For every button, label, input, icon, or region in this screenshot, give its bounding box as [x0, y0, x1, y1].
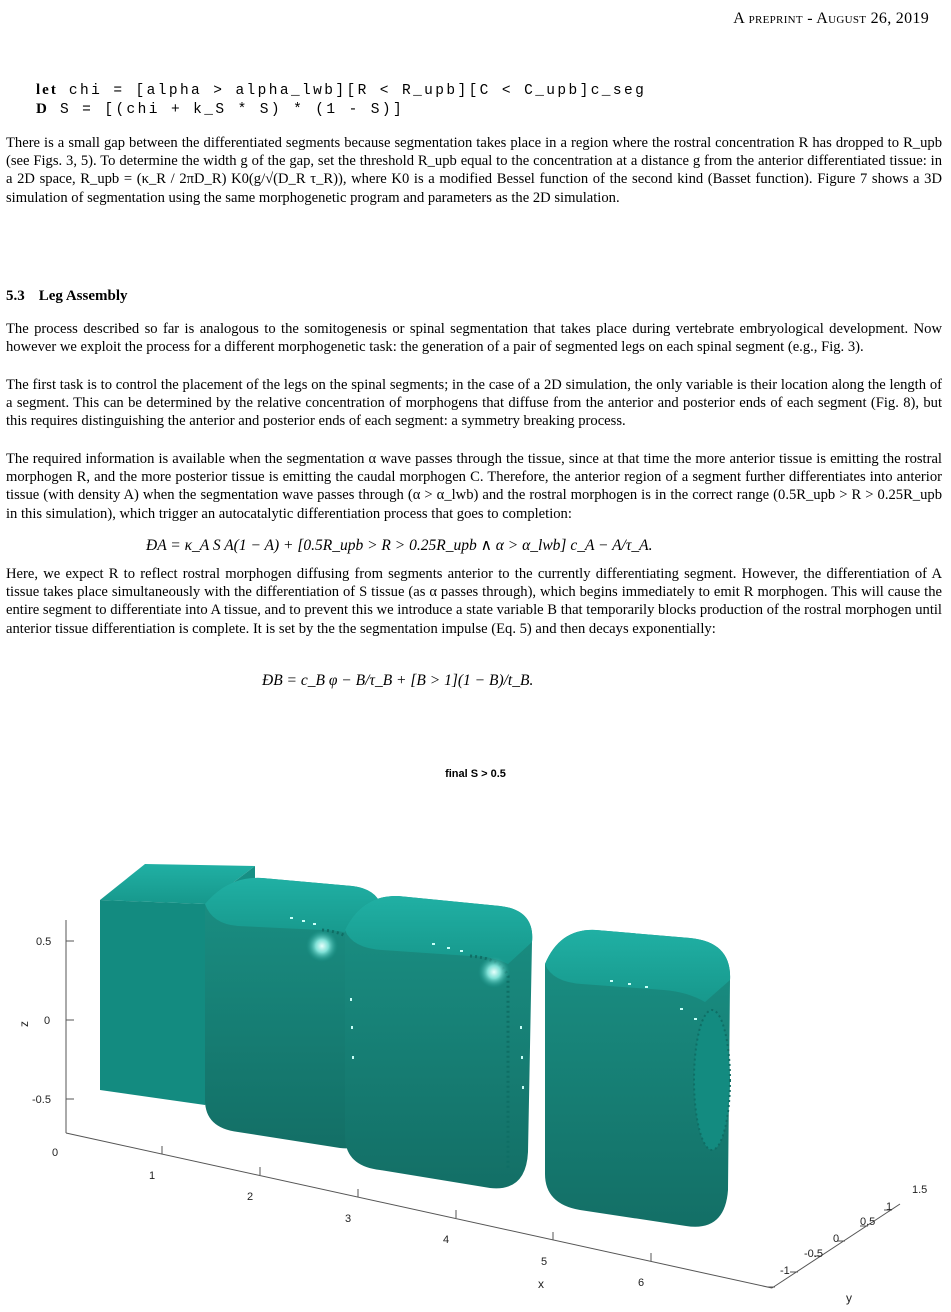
- paragraph-analogy: The process described so far is analogous to the somitogenesis or spinal segmentation that takes place during vertebrate embryological development. Now however we exploit the process for a different morphogenetic task: the generation of a pair of segmented legs on each spinal segment (e.g., Fig. 3).: [6, 321, 942, 356]
- y-tick-label: 0: [833, 1233, 840, 1245]
- x-tick-label: 5: [541, 1256, 548, 1268]
- section-number: 5.3: [6, 288, 25, 304]
- code-text: chi = [alpha > alpha_lwb][R < R_upb][C < C_upb]c_seg: [57, 83, 647, 99]
- equation-B: ÐB = c_B φ − B/τ_B + [B > 1](1 − B)/t_B.: [262, 672, 534, 689]
- y-axis-label: y: [846, 1291, 852, 1305]
- x-tick-label: 6: [638, 1277, 645, 1289]
- code-text: S = [(chi + k_S * S) * (1 - S)]: [48, 102, 405, 118]
- section-title: Leg Assembly: [38, 288, 128, 304]
- z-axis-label: z: [17, 1021, 31, 1027]
- paragraph-placement: The first task is to control the placement of the legs on the spinal segments; in the case of a 2D simulation, the only variable is their location along the length of a segment. This can be determined by the relative concentration of morphogens that diffuse from the anterior and posterior ends of each segment (Fig. 8), but this requires distinguishing the anterior and posterior ends of each segment: a symmetry breaking process.: [6, 377, 942, 430]
- y-tick-label: -0.5: [804, 1248, 823, 1260]
- x-tick-label: 4: [443, 1234, 450, 1246]
- segmented-body: [100, 864, 730, 1227]
- x-tick-label: 1: [149, 1170, 156, 1182]
- section-heading: [6, 288, 128, 305]
- running-header: A preprint - August 26, 2019: [733, 10, 929, 27]
- z-tick-label: 0: [44, 1015, 51, 1027]
- y-tick-labels: [780, 1184, 927, 1277]
- y-tick-label: -1: [780, 1265, 790, 1277]
- z-tick-labels: [32, 936, 51, 1106]
- segment-3: [545, 930, 730, 1227]
- y-tick-label: 1: [886, 1201, 893, 1213]
- z-tick-label: 0.5: [36, 936, 52, 948]
- code-keyword: let: [36, 82, 58, 98]
- x-tick-label: 3: [345, 1213, 352, 1225]
- x-tick-label: 2: [247, 1191, 254, 1203]
- z-tick-label: -0.5: [32, 1094, 51, 1106]
- segmentation-3d-figure: [0, 780, 951, 1312]
- z-ticks: [66, 941, 74, 1099]
- code-keyword: D: [36, 101, 49, 117]
- y-tick-label: 0.5: [860, 1216, 876, 1228]
- figure-title: final S > 0.5: [445, 768, 506, 780]
- segment-2: [345, 896, 532, 1188]
- code-line-2: [36, 101, 404, 118]
- x-tick-label: 0: [52, 1147, 59, 1159]
- paragraph-symmetry: The required information is available when the segmentation α wave passes through the tissue, since at that time the more anterior tissue is emitting the rostral morphogen R, and the more posterior tissue is emitting the caudal morphogen C. Therefore, the anterior region of a segment further differentiates into anterior tissue (with density A) when the segmentation wave passes through (α > α_lwb) and the rostral morphogen is in the correct range (0.5R_upb > R > 0.25R_upb in this simulation), which trigger an autocatalytic differentiation process that goes to completion:: [6, 451, 942, 522]
- equation-A: ÐA = κ_A S A(1 − A) + [0.5R_upb > R > 0.25R_upb ∧ α > α_lwb] c_A − A/τ_A.: [146, 537, 653, 554]
- x-axis-label: x: [538, 1277, 544, 1291]
- y-axis-line: [772, 1204, 900, 1288]
- paragraph-gap: There is a small gap between the differentiated segments because segmentation takes place in a region where the rostral concentration R has dropped to R_upb (see Figs. 3, 5). To determine the width g of the gap, set the threshold R_upb equal to the concentration at a distance g from the anterior differentiated tissue: in a 2D space, R_upb = (κ_R / 2πD_R) K0(g/√(D_R τ_R)), where K0 is a modified Bessel function of the second kind (Basset function). Figure 7 shows a 3D simulation of segmentation using the same morphogenetic program and parameters as the 2D simulation.: [6, 135, 942, 206]
- y-tick-label: 1.5: [912, 1184, 928, 1196]
- code-line-1: [36, 82, 646, 99]
- paragraph-blocking: Here, we expect R to reflect rostral morphogen diffusing from segments anterior to the currently differentiating segment. However, the differentiation of A tissue takes place simultaneously with the differentiation of S tissue (as α passes through), which begins immediately to emit R morphogen. This will cause the entire segment to differentiate into A tissue, and to prevent this we introduce a state variable B that temporarily blocks production of the rostral morphogen until anterior tissue differentiation is complete. It is set by the the segmentation impulse (Eq. 5) and then decays exponentially:: [6, 566, 942, 637]
